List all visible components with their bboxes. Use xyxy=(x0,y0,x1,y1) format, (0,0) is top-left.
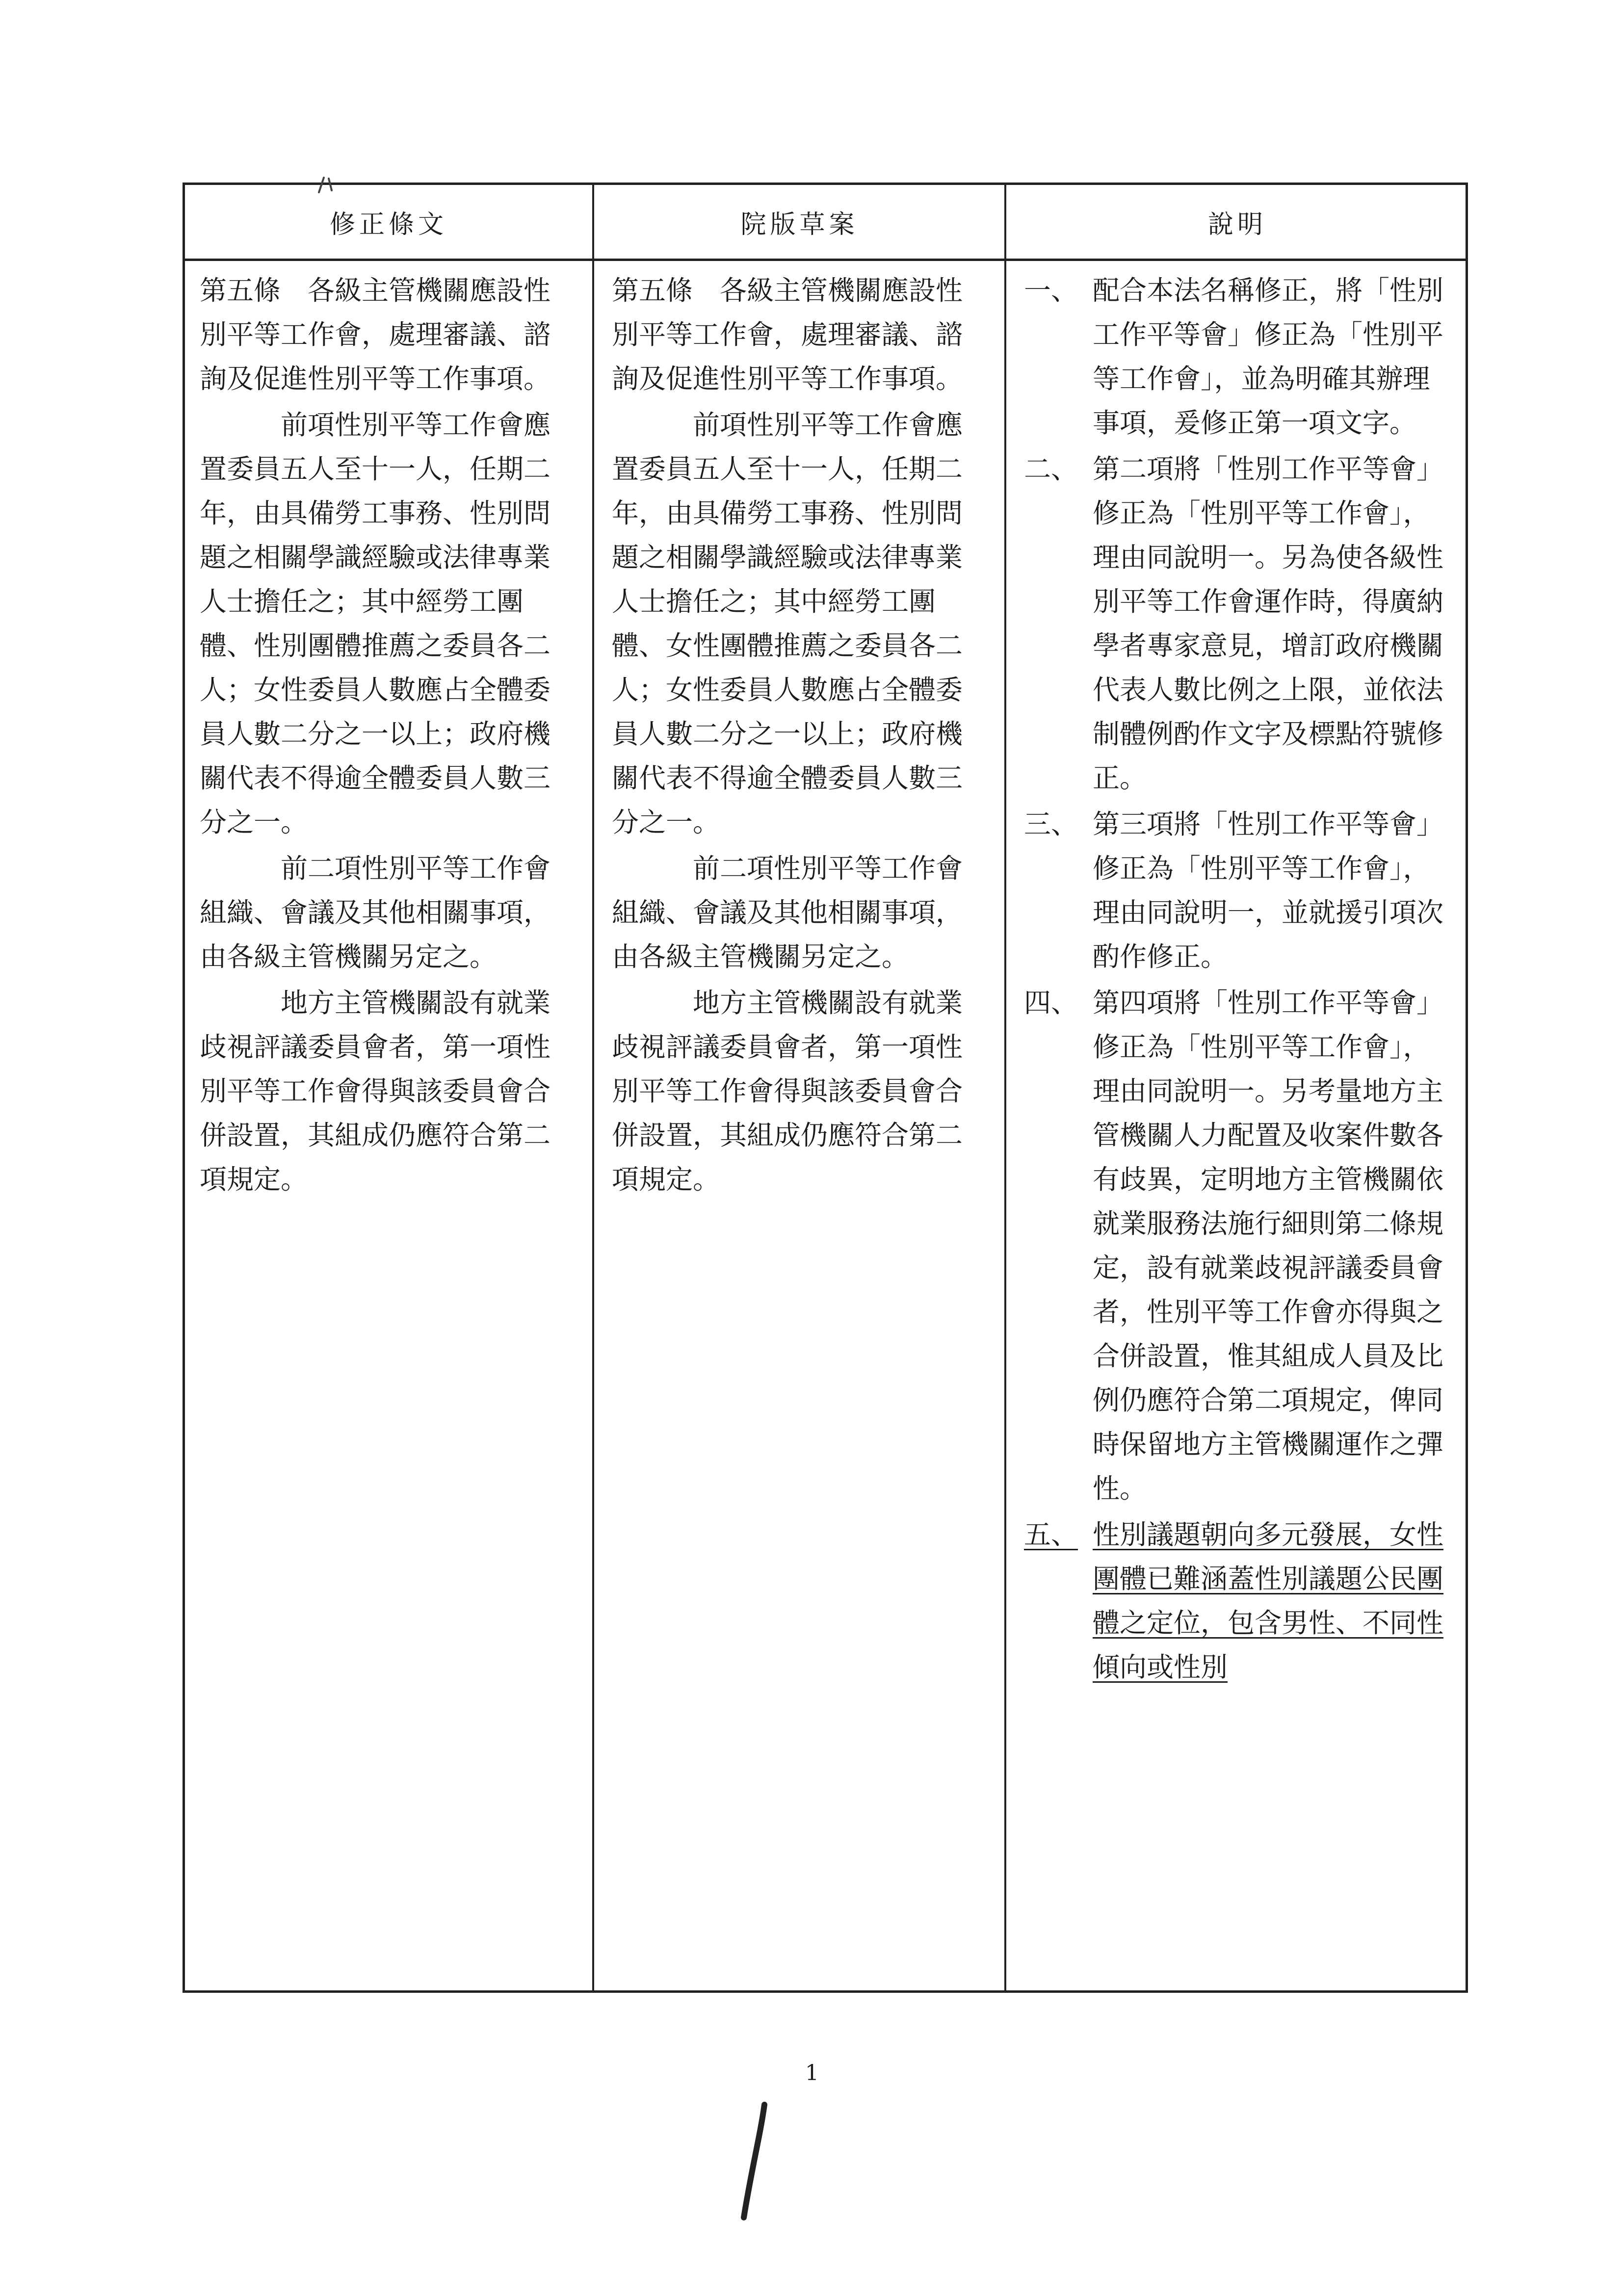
explanation-item-5 xyxy=(1024,1513,1456,1689)
header-executive-draft: 院版草案 xyxy=(740,209,859,239)
explanation-number: 一、 xyxy=(1024,275,1078,306)
explanation-text: 第四項將「性別工作平等會」修正為「性別平等工作會」，理由同說明一。另考量地方主管機關人力配置及收案件數各有歧異，定明地方主管機關依就業服務法施行細則第二條規定，設有就業歧視評議委員會者，性別平等工作會亦得與之合併設置，惟其組成人員及比例仍應符合第二項規定，俾同時保留地方主管機關運作之彈性。 xyxy=(1093,987,1444,1504)
header-amended-articles: 修正條文 xyxy=(329,209,447,239)
explanation-cell xyxy=(1024,268,1456,1691)
header-explanation: 說明 xyxy=(1207,209,1267,239)
amended-paragraph-3: 前二項性別平等工作會組織、會議及其他相關事項，由各級主管機關另定之。 xyxy=(200,853,551,972)
explanation-item-2 xyxy=(1024,447,1456,800)
comparison-table xyxy=(183,183,1468,1993)
explanation-text: 第三項將「性別工作平等會」修正為「性別平等工作會」，理由同說明一，並就援引項次酌作修正。 xyxy=(1093,809,1444,972)
explanation-text: 性別議題朝向多元發展，女性團體已難涵蓋性別議題公民團體之定位，包含男性、不同性傾向或性別 xyxy=(1093,1519,1444,1683)
draft-article-cell xyxy=(612,268,985,1203)
draft-paragraph-1: 第五條 各級主管機關應設性別平等工作會，處理審議、諮詢及促進性別平等工作事項。 xyxy=(612,275,963,394)
draft-paragraph-4: 地方主管機關設有就業歧視評議委員會者，第一項性別平等工作會得與該委員會合併設置，其組成仍應符合第二項規定。 xyxy=(612,987,963,1195)
draft-paragraph-2: 前項性別平等工作會應置委員五人至十一人，任期二年，由具備勞工事務、性別問題之相關學識經驗或法律專業人士擔任之；其中經勞工團體、女性團體推薦之委員各二人；女性委員人數應占全體委員人數二分之一以上；政府機關代表不得逾全體委員人數三分之一。 xyxy=(612,409,963,838)
explanation-text: 第二項將「性別工作平等會」修正為「性別平等工作會」，理由同說明一。另為使各級性別平等工作會運作時，得廣納學者專家意見，增訂政府機關代表人數比例之上限，並依法制體例酌作文字及標點符號修正。 xyxy=(1093,453,1444,794)
explanation-item-3 xyxy=(1024,802,1456,979)
explanation-text: 配合本法名稱修正，將「性別工作平等會」修正為「性別平等工作會」，並為明確其辦理事項，爰修正第一項文字。 xyxy=(1093,275,1444,439)
explanation-item-1 xyxy=(1024,268,1456,445)
handwritten-stroke-mark xyxy=(726,2100,785,2227)
explanation-number: 三、 xyxy=(1024,809,1078,840)
amended-article-cell xyxy=(200,268,573,1203)
explanation-number: 四、 xyxy=(1024,987,1078,1018)
amended-paragraph-2: 前項性別平等工作會應置委員五人至十一人，任期二年，由具備勞工事務、性別問題之相關學識經驗或法律專業人士擔任之；其中經勞工團體、性別團體推薦之委員各二人；女性委員人數應占全體委員人數二分之一以上；政府機關代表不得逾全體委員人數三分之一。 xyxy=(200,409,551,838)
explanation-number: 五、 xyxy=(1024,1519,1078,1550)
explanation-item-4 xyxy=(1024,981,1456,1511)
column-divider-2 xyxy=(1004,185,1006,1990)
column-divider-1 xyxy=(592,185,594,1990)
page-number: 1 xyxy=(805,2061,819,2086)
explanation-number: 二、 xyxy=(1024,453,1078,485)
amended-paragraph-1: 第五條 各級主管機關應設性別平等工作會，處理審議、諮詢及促進性別平等工作事項。 xyxy=(200,275,551,394)
amended-paragraph-4: 地方主管機關設有就業歧視評議委員會者，第一項性別平等工作會得與該委員會合併設置，其組成仍應符合第二項規定。 xyxy=(200,987,551,1195)
header-divider xyxy=(185,259,1466,261)
draft-paragraph-3: 前二項性別平等工作會組織、會議及其他相關事項，由各級主管機關另定之。 xyxy=(612,853,963,972)
